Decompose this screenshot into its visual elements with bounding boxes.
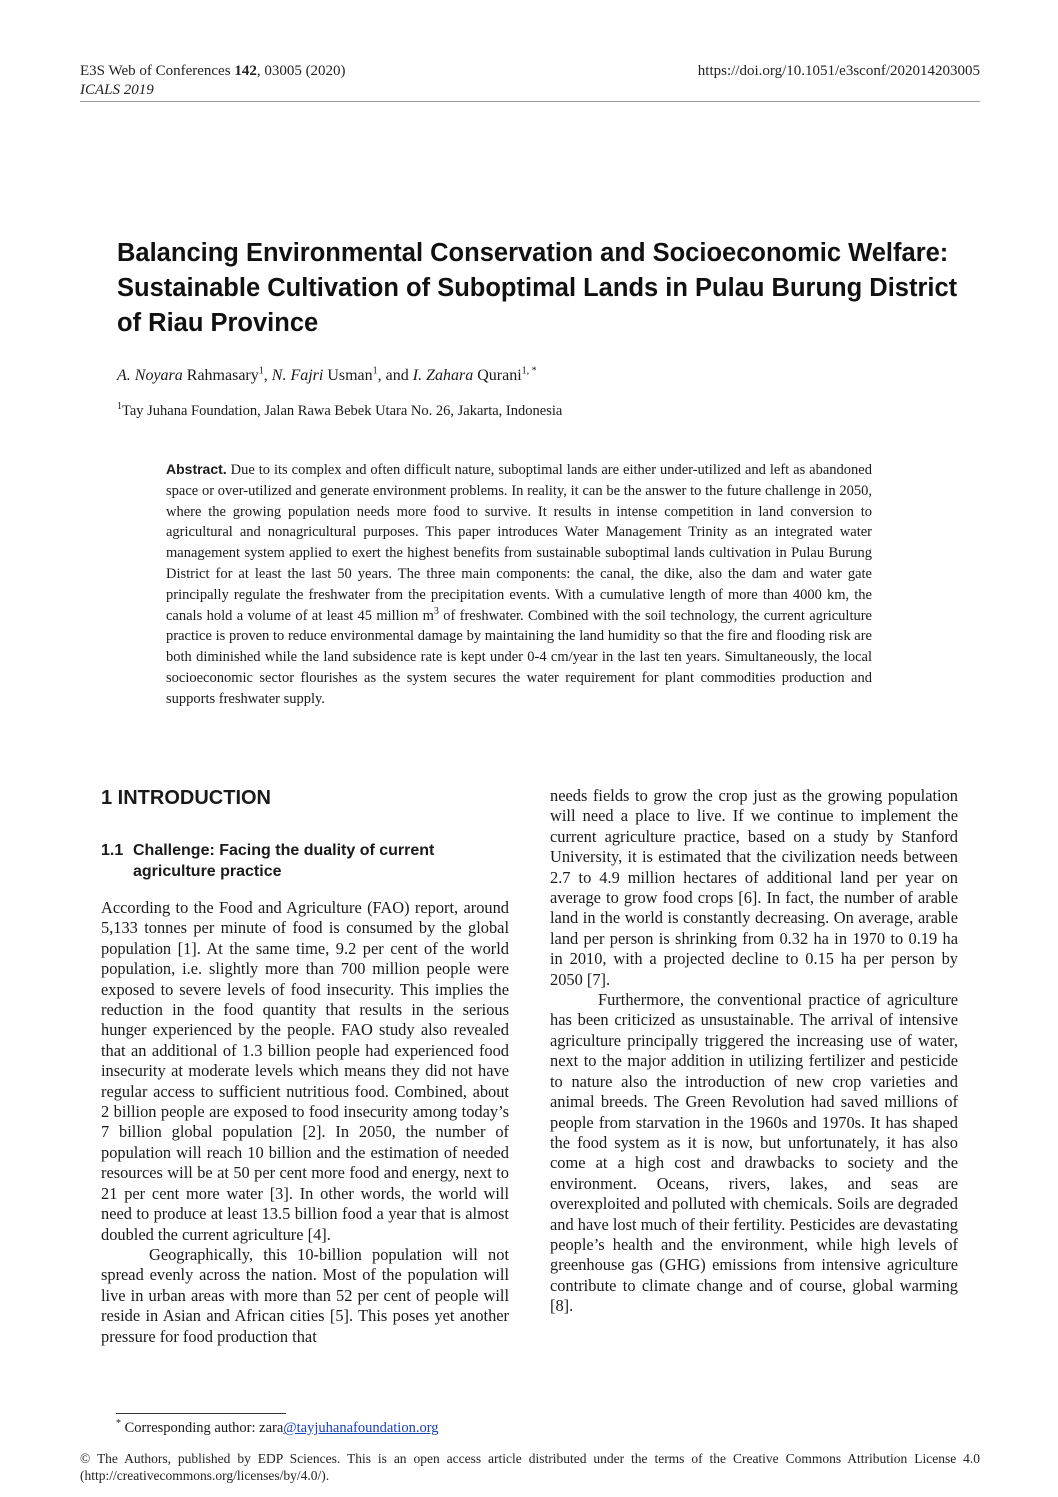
author-separator-and: , and [377, 367, 413, 384]
section-heading: 1 INTRODUCTION [101, 787, 271, 809]
subsection-title-cont: agriculture practice [133, 863, 282, 880]
body-column-right [550, 786, 958, 1317]
author-3-affil: 1, * [521, 365, 537, 377]
license-notice: © The Authors, published by EDP Sciences. This is an open access article distributed under the terms of the Creative Commons Attribution License 4.0 (http://creativecommons.org/licenses/by/4.0/). [80, 1451, 980, 1483]
conference-name: ICALS 2019 [80, 82, 154, 98]
author-separator: , [263, 367, 272, 384]
author-3-surname: Qurani [473, 367, 522, 384]
affiliation [117, 401, 562, 421]
doi-link[interactable]: https://doi.org/10.1051/e3sconf/202014203005 [697, 63, 980, 79]
journal-volume: 142 [234, 63, 257, 79]
affiliation-text: Tay Juhana Foundation, Jalan Rawa Bebek Utara No. 26, Jakarta, Indonesia [122, 403, 563, 419]
corresponding-author-footnote [116, 1419, 439, 1437]
body-paragraph: needs fields to grow the crop just as the growing population will need a place to live. If we continue to implement the current agriculture practice, based on a study by Stanford University, it is estimated that the civilization needs between 2.7 to 4.9 million hectares of additional land per year on average to grow food crops [6]. In fact, the number of arable land in the world is constantly decreasing. On average, arable land per person is shrinking from 0.32 ha in 1970 to 0.19 ha in 2010, with a projected decline to 0.15 ha per person by 2050 [7]. [550, 786, 958, 989]
body-paragraph: Furthermore, the conventional practice of agriculture has been criticized as unsustainable. The arrival of intensive agriculture principally triggered the increasing use of water, next to the major addition in utilizing fertilizer and pesticide to nature also the introduction of new crop varieties and animal breeds. The Green Revolution had saved millions of people from starvation in the 1960s and 1970s. It has shaped the food system as it is now, but unfortunately, it has also come at a high cost and drawbacks to society and the environment. Oceans, rivers, lakes, and seas are overexploited and polluted with chemicals. Soils are degraded and have lost much of their fertility. Pesticides are devastating people’s health and the environment, while high levels of greenhouse gas (GHG) emissions from intensive agriculture contribute to climate change and of course, global warming [8]. [550, 990, 958, 1316]
abstract-label: Abstract. [166, 461, 227, 477]
affiliation-number: 1 [117, 401, 122, 413]
journal-suffix: , 03005 (2020) [256, 63, 346, 79]
author-2-given: N. Fajri [271, 367, 324, 384]
subsection-heading [101, 840, 509, 882]
body-paragraph: Geographically, this 10-billion population will not spread evenly across the nation. Most of the population will live in urban areas with more than 52 per cent of people will reside in Asian and African cities [5]. This poses yet another pressure for food production that [101, 1244, 509, 1346]
author-2-surname: Usman [323, 367, 373, 384]
author-list [117, 365, 537, 387]
paper-title: Balancing Environmental Conservation and Socioeconomic Welfare: Sustainable Cultivation of Suboptimal Lands in Pulau Burung District of Riau Province [117, 239, 958, 337]
email-link[interactable]: @tayjuhanafoundation.org [283, 1420, 439, 1436]
footnote-divider [116, 1413, 286, 1414]
author-1-affil: 1 [258, 365, 264, 377]
abstract-unit-exponent: 3 [433, 605, 439, 617]
author-3-given: I. Zahara [412, 367, 474, 384]
body-column-left [101, 898, 509, 1347]
abstract [166, 459, 872, 710]
abstract-text-cont: of freshwater. Combined with the soil technology, the current agriculture practice is proven to reduce environmental damage by maintaining the land humidity so that the fire and flooding risk are both diminished while the land subsidence rate is kept under 0-4 cm/year in the last ten years. Simultaneously, the local socioeconomic sector flourishes as the system secures the water requirement for plant commodities production and supports freshwater supply. [166, 607, 872, 707]
journal-citation [80, 61, 346, 81]
author-1-surname: Rahmasary [182, 367, 259, 384]
journal-prefix: E3S Web of Conferences [80, 63, 235, 79]
body-paragraph: According to the Food and Agriculture (FAO) report, around 5,133 tonnes per minute of food is consumed by the global population [1]. At the same time, 9.2 per cent of the world population, i.e. slightly more than 700 million people were exposed to severe levels of food insecurity. This implies the reduction in the food quantity that results in the serious hunger experienced by the people. FAO study also revealed that an additional of 1.3 billion people had experienced food insecurity at moderate levels which means they did not have regular access to sufficient nutritious food. Combined, about 2 billion people are exposed to food insecurity among today’s 7 billion global population [2]. In 2050, the number of population will reach 10 billion and the estimation of needed resources will be at 50 per cent more food and energy, next to 21 per cent more water [3]. In other words, the world will need to produce at least 13.5 billion food a year that is almost doubled the current agriculture [4]. [101, 898, 509, 1244]
footnote-text: Corresponding author: zara [121, 1420, 284, 1436]
header-divider [80, 101, 980, 102]
abstract-text: Due to its complex and often difficult nature, suboptimal lands are either under-utilized and left as abandoned space or over-utilized and generate environment problems. In reality, it can be the answer to the future challenge in 2050, where the growing population needs more food to survive. It results in intense competition in land conversion to agricultural and nonagricultural purposes. This paper introduces Water Management Trinity as an integrated water management system applied to exert the highest benefits from sustainable suboptimal lands cultivation in Pulau Burung District for at least the last 50 years. The three main components: the canal, the dike, also the dam and water gate principally regulate the freshwater from the precipitation events. With a cumulative length of more than 4000 km, the canals hold a volume of at least 45 million m [166, 462, 872, 624]
subsection-number: 1.1 [101, 842, 124, 859]
footnote-mark: * [116, 1418, 121, 1430]
author-1-given: A. Noyara [117, 367, 183, 384]
author-2-affil: 1 [372, 365, 378, 377]
subsection-title: Challenge: Facing the duality of current [133, 842, 435, 859]
